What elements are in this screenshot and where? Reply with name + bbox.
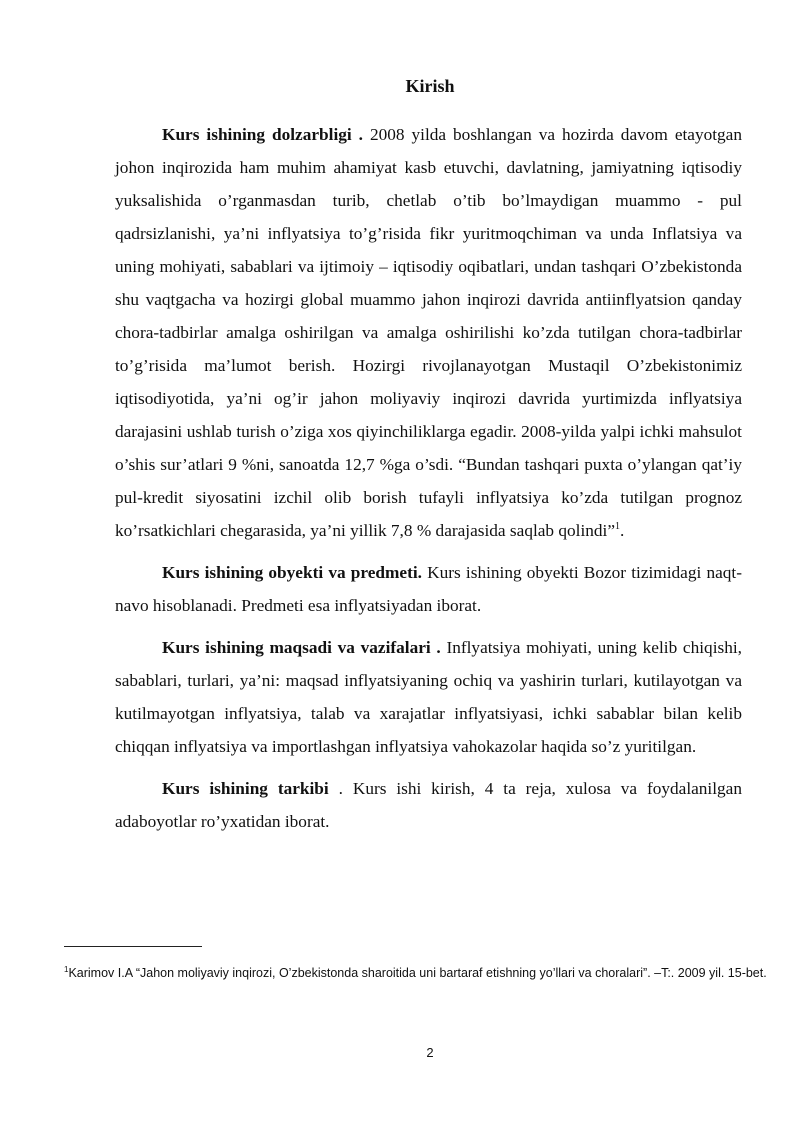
footnote <box>64 963 768 984</box>
paragraph-tail: . <box>620 521 625 540</box>
paragraph-relevance <box>115 118 742 547</box>
document-body <box>115 118 742 847</box>
paragraph-text: 2008 yilda boshlangan va hozirda davom etayotgan johon inqirozida ham muhim ahamiyat kasb etuvchi, davlatning, jamiyatning iqtisodiy yuksalishida o’rganmasdan turib, chetlab o’tib bo’lmaydigan muammo - pul qadrsizlanishi, ya’ni inflyatsiya to’g’risida fikr yuritmoqchiman va unda Inflatsiya va uning mohiyati, sabablari va ijtimoiy – iqtisodiy oqibatlari, undan tashqari O’zbekistonda shu vaqtgacha va hozirgi global muammo jahon inqirozi davrida antiinflyatsion qanday chora-tadbirlar amalga oshirilgan va amalga oshirilishi ko’zda tutilgan chora-tadbirlar to’g’risida ma’lumot berish. Hozirgi rivojlanayotgan Mustaqil O’zbekistonimiz iqtisodiyotida, ya’ni og’ir jahon moliyaviy inqirozi davrida yurtimizda inflyatsiya darajasini ushlab turish o’ziga xos qiyinchiliklarga egadir. 2008-yilda yalpi ichki mahsulot o’shis sur’atlari 9 %ni, sanoatda 12,7 %ga o’sdi. “Bundan tashqari puxta o’ylangan qat’iy pul-kredit siyosatini izchil olib borish tufayli inflyatsiya ko’zda tutilgan prognoz ko’rsatkichlari chegarasida, ya’ni yillik 7,8 % darajasida saqlab qolindi” <box>115 125 742 540</box>
paragraph-object-subject <box>115 556 742 622</box>
footnote-reference[interactable]: 1 <box>615 521 621 533</box>
paragraph-structure <box>115 772 742 838</box>
page-title: Kirish <box>405 76 455 96</box>
footnote-separator <box>64 946 202 947</box>
paragraph-lead: Kurs ishining dolzarbligi . <box>162 125 363 144</box>
footnote-text: Karimov I.A “Jahon moliyaviy inqirozi, O’zbekistonda sharoitida uni bartaraf etishning yo’llari va choralari”. –T:. 2009 yil. 15-bet. <box>68 966 767 980</box>
paragraph-text: Kurs ishining obyekti Bozor tizimidagi naqt-navo hisoblanadi. Predmeti esa inflyatsiyadan iborat. <box>115 563 742 615</box>
paragraph-goals-tasks <box>115 631 742 763</box>
paragraph-lead: Kurs ishining obyekti va predmeti. <box>162 563 422 582</box>
page-number: 2 <box>426 1045 434 1060</box>
paragraph-lead: Kurs ishining tarkibi <box>162 779 329 798</box>
paragraph-lead: Kurs ishining maqsadi va vazifalari . <box>162 638 441 657</box>
paragraph-text: Inflyatsiya mohiyati, uning kelib chiqishi, sabablari, turlari, ya’ni: maqsad inflyatsiyaning ochiq va yashirin turlari, kutilayotgan va kutilmayotgan inflyatsiya, talab va xarajatlar inflyatsiyasi, ichki sabablar bilan kelib chiqqan inflyatsiya va importlashgan inflyatsiya vahokazolar haqida so’z yuritilgan. <box>115 638 742 756</box>
footnote-marker: 1 <box>64 964 69 974</box>
paragraph-text: . Kurs ishi kirish, 4 ta reja, xulosa va foydalanilgan adaboyotlar ro’yxatidan iborat. <box>115 779 742 831</box>
